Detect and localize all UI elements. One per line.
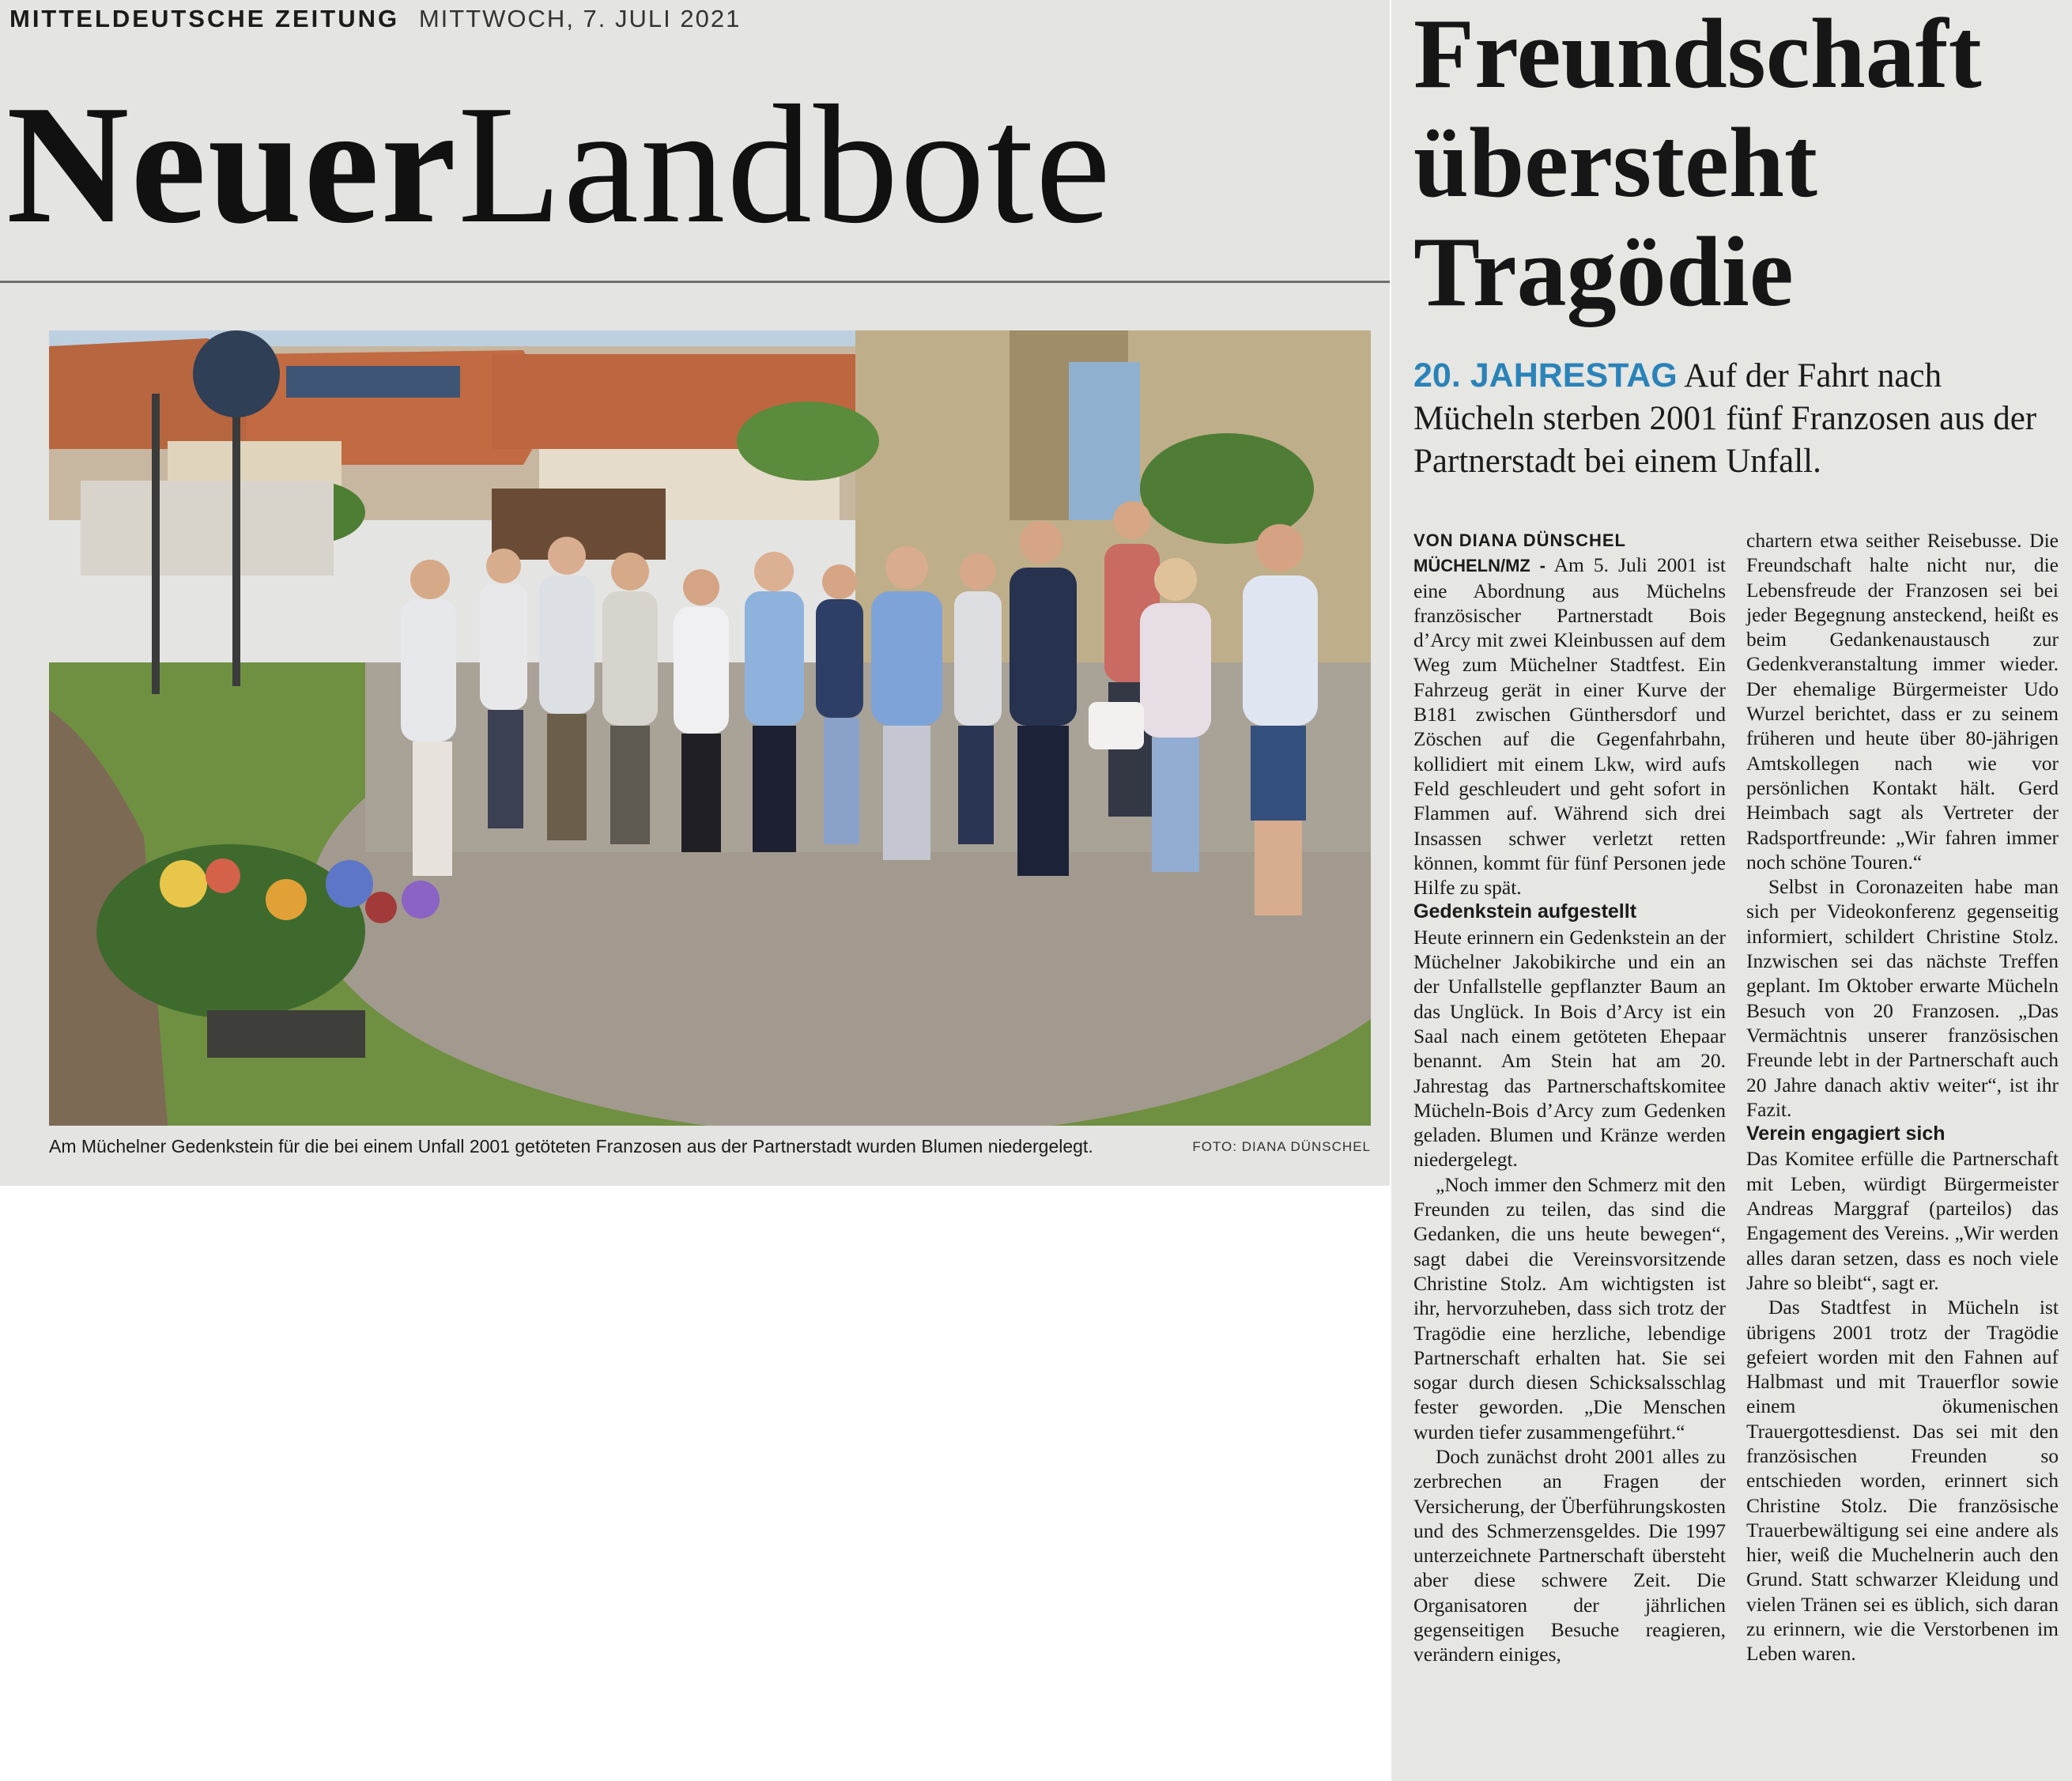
subtitle: Auf der Fahrt nach Mücheln sterben 2001 fünf Franzosen aus der Partnerstadt bei einem Unfall.	[1413, 357, 2037, 480]
headline-line-1: Freundschaft	[1413, 0, 1982, 109]
headline	[1413, 0, 2070, 327]
masthead-rule	[0, 281, 1390, 283]
paper-meta	[9, 5, 741, 33]
paragraph-7: Das Komitee erfülle die Partnerschaft mit Leben, würdigt Bürgermeister Andreas Marggraf (parteilos) das Engagement des Vereins. „Wir werden alles daran setzen, dass es noch viele Jahre so bleibt“, sagt er.	[1746, 1147, 2059, 1294]
lead-text: Am 5. Juli 2001 ist eine Abordnung aus Müchelns französischer Partnerstadt Bois d’Arcy mit zwei Kleinbussen auf dem Weg zum Müchelner Stadtfest. Ein Fahrzeug gerät in einer Kurve der B181 zwischen Günthersdorf und Zöschen auf die Gegenfahrbahn, kollidiert mit einem Lkw, wird aufs Feld geschleudert und geht sofort in Flammen auf. Während sich drei Insassen schwer verletzt retten können, kommt für fünf Personen jede Hilfe zu spät.	[1413, 553, 1727, 900]
paper-name: MITTELDEUTSCHE ZEITUNG	[9, 5, 400, 32]
kicker: 20. JAHRESTAG	[1413, 357, 1678, 394]
article-column-2	[1746, 528, 2059, 1666]
photo-caption	[49, 1136, 1371, 1157]
paragraph-2: Heute erinnern ein Gedenkstein an der Müchelner Jakobikirche und ein an der Unfallstelle gepflanzter Baum an das Unglück. In Bois d’Arcy ist ein Saal nach einem getöteten Ehepaar benannt. Am Stein hat am 20. Jahrestag das Partnerschaftskomitee Mücheln-Bois d’Arcy zum Gedenken geladen. Blumen und Kränze werden niedergelegt.	[1413, 925, 1726, 1172]
paragraph-4: Doch zunächst droht 2001 alles zu zerbrechen an Fragen der Versicherung, der Überführungskosten und des Schmerzensgeldes. Die 1997 unterzeichnete Partnerschaft übersteht aber diese schwere Zeit. Die Organisatoren der jährlichen gegenseitigen Besuche reagieren, verändern einiges,	[1413, 1444, 1726, 1666]
dateline: MÜCHELN/MZ -	[1413, 556, 1546, 576]
paragraph-3: „Noch immer den Schmerz mit den Freunden zu teilen, das sind die Gedanken, die uns heute bewegen“, sagt dabei die Vereinsvorsitzende Christine Stolz. Am wichtigsten ist ihr, hervorzuheben, dass sich trotz der Tragödie eine herzliche, lebendige Partnerschaft erhalten hat. Sie sei sogar durch diesen Schicksalsschlag fester geworden. „Die Menschen wurden tiefer zusammengeführt.“	[1413, 1172, 1726, 1443]
paragraph-lead	[1413, 553, 1726, 900]
subhead-1: Gedenkstein aufgestellt	[1413, 900, 1637, 923]
masthead-light: Landbote	[458, 70, 1113, 258]
issue-date: MITTWOCH, 7. JULI 2021	[418, 5, 742, 32]
paragraph-6: Selbst in Coronazeiten habe man sich per Videokonferenz gegenseitig informiert, schildert Christine Stolz. Inzwischen sei das nächste Treffen geplant. Im Oktober erwarte Mücheln Besuch von 20 Franzosen. „Das Vermächtnis unserer französischen Freunde lebt in der Partnerschaft auch 20 Jahre danach aktiv weiter“, ist ihr Fazit.	[1746, 875, 2059, 1121]
masthead	[6, 70, 1113, 258]
headline-line-2: übersteht	[1413, 108, 1817, 218]
masthead-bold: Neuer	[6, 70, 459, 258]
paragraph-5: chartern etwa seither Reisebusse. Die Freundschaft halte nicht nur, die Lebensfreude der Franzosen sei bei jeder Begegnung ansteckend, heißt es beim Gedankenaustausch zur Gedenkveranstaltung immer wieder. Der ehemalige Bürgermeister Udo Wurzel berichtet, dass er zu seinem früheren und heute über 80-jährigen Amtskollegen nach wie vor persönlichen Kontakt hält. Gerd Heimbach sagt als Vertreter der Radsportfreunde: „Wir fahren immer noch schöne Touren.“	[1746, 529, 2059, 874]
article-photo	[49, 330, 1371, 1126]
author-line: VON DIANA DÜNSCHEL	[1413, 530, 1626, 550]
photo-caption-text: Am Müchelner Gedenkstein für die bei einem Unfall 2001 getöteten Franzosen aus der Partnerstadt wurden Blumen niedergelegt.	[49, 1136, 1093, 1157]
subhead-2: Verein engagiert sich	[1746, 1123, 1946, 1145]
masthead-clipping	[0, 0, 1390, 1186]
photo-credit: FOTO: DIANA DÜNSCHEL	[1192, 1139, 1371, 1154]
article-column-1	[1413, 528, 1726, 1667]
paragraph-8: Das Stadtfest in Mücheln ist übrigens 2001 trotz der Tragödie gefeiert worden mit den Fahnen auf Halbmast und mit Trauerflor sowie einem ökumenischen Trauergottesdienst. Das sei mit den französischen Freunden so entschieden worden, erinnert sich Christine Stolz. Die französische Trauerbewältigung sei eine andere als hier, weiß die Muchelnerin auch den Grund. Statt schwarzer Kleidung und vielen Tränen sei es üblich, sich daran zu erinnern, wie die Verstorbenen im Leben waren.	[1746, 1296, 2059, 1666]
article-clipping	[1391, 0, 2072, 1781]
headline-line-3: Tragödie	[1413, 217, 1794, 327]
subtitle-block	[1413, 354, 2062, 483]
